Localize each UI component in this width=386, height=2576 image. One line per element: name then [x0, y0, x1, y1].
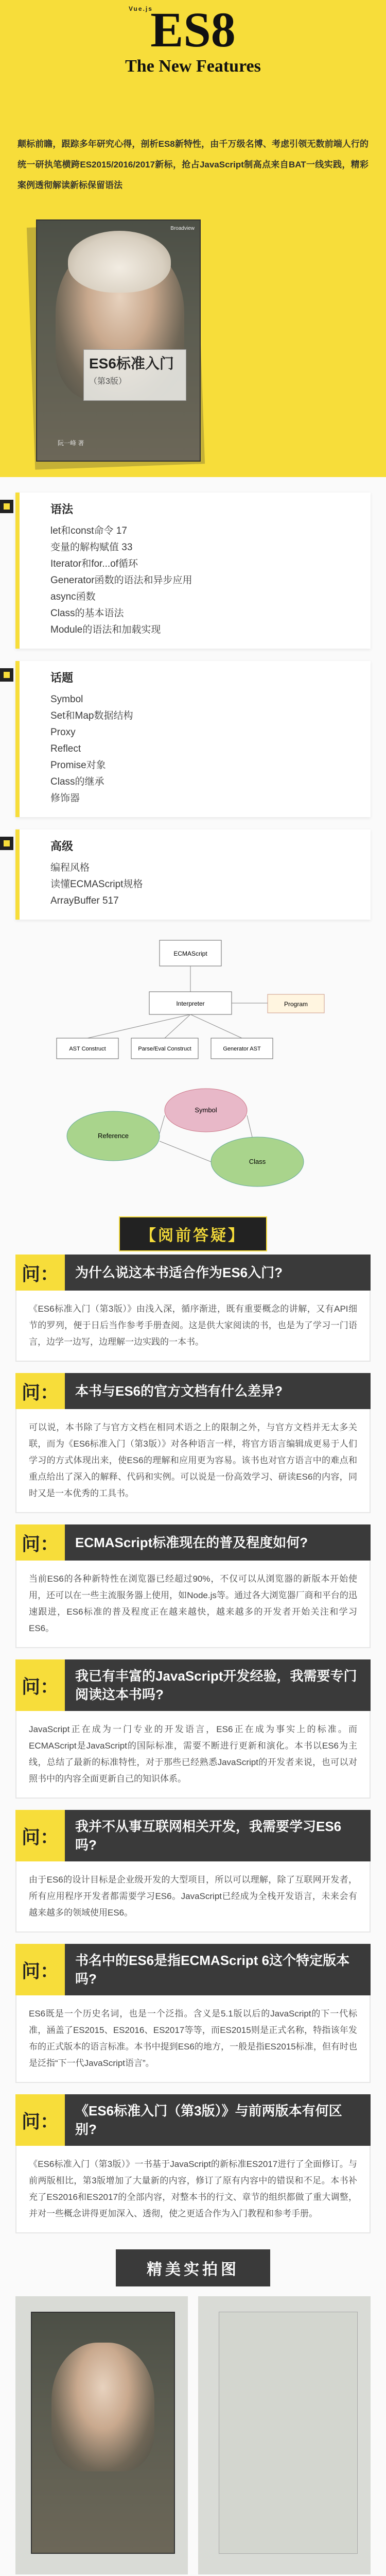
toc-list	[50, 691, 358, 807]
toc-item: Symbol	[50, 694, 83, 705]
question-row	[15, 1524, 371, 1561]
answer-box	[15, 2146, 371, 2233]
question-text: 《ES6标准入门（第3版）》与前两版本有何区别?	[75, 2103, 342, 2137]
toc-item: 变量的解构赋值 33	[50, 542, 133, 553]
photo-book-portrait	[51, 2343, 154, 2471]
toc-box-syntax	[15, 493, 371, 649]
answer-box	[15, 1861, 371, 1933]
qa-header	[0, 1213, 386, 1255]
qa-item	[15, 1944, 371, 2083]
concept-diagram	[31, 935, 355, 1203]
answer-text: 当前ES6的各种新特性在浏览器已经超过90%，不仅可以从浏览器的新版本开始使用，还可以在一些主流服务器上使用，如Node.js等。通过各大浏览器厂商和平台的迅速跟进，ES6标准的普及程度正在越来越快，越来越多的开发者开始关注和学习ES6。	[29, 1574, 357, 1633]
photo-book-back	[219, 2312, 358, 2554]
answer-box	[15, 1409, 371, 1513]
question-text: 书名中的ES6是指ECMAScript 6这个特定版本吗?	[75, 1953, 350, 1987]
question-row	[15, 1659, 371, 1711]
question-row	[15, 1255, 371, 1291]
photo-front	[15, 2296, 188, 2574]
node-bottom2-label: Symbol	[195, 1106, 217, 1114]
question-tag: 问：	[15, 1944, 65, 1995]
cover-label	[83, 349, 186, 401]
toc-badge-icon	[0, 500, 13, 513]
hero-banner	[0, 0, 386, 134]
answer-text: 《ES6标准入门（第3版）》由浅入深，循序渐进，既有重要概念的讲解，又有API细节的罗列，便于日后当作参考手册查阅。这是供大家阅读的书，也是为了学习一门语言，边学一边写，边理解一边实践的一本书。	[29, 1304, 357, 1347]
toc-item: async函数	[50, 591, 96, 602]
question-tag: 问：	[15, 2094, 65, 2146]
qa-item	[15, 1659, 371, 1799]
answer-text: 由于ES6的设计目标是企业级开发的大型项目，所以可以理解，除了互联网开发者，所有应用程序开发者都需要学习ES6。JavaScript已经成为全栈开发语言，未来会有越来越多的领域使用ES6。	[29, 1875, 357, 1918]
edge-b1-b2	[160, 1115, 165, 1133]
toc-list	[50, 860, 358, 909]
cover-title: ES6标准入门	[89, 355, 174, 371]
question-text: 为什么说这本书适合作为ES6入门?	[75, 1265, 283, 1280]
toc-badge-icon	[0, 837, 13, 850]
question-row	[15, 1373, 371, 1409]
question-tag: 问：	[15, 1659, 65, 1711]
qa-item	[15, 1810, 371, 1933]
answer-text: 可以说，本书除了与官方文档在相同术语之上的限制之外，与官方文档并无太多关联，而为《ES6标准入门（第3版）》对各种语言一样，将官方语言编辑成更易于人们学习的方式体现出来，使ES6的理解和应用更为容易。该书也对官方语言中的难点和重点给出了深入的解释、代码和实例。可以说是一份高效学习、研读ES6的内容，同时又是一本优秀的工具书。	[29, 1422, 357, 1498]
toc-item: 修饰器	[50, 793, 80, 804]
toc-list	[50, 523, 358, 638]
intro-paragraph: 颠标前瞻，跟踪多年研究心得，剖析ES8新特性，由千万级名博、考虑引领无数前端人行的统一研执笔横跨ES2015/2016/2017新标，抢占JavaScript制高点来自BAT一线实践，精彩案例透彻解读新标保留语法	[17, 139, 369, 190]
question-text: 我并不从事互联网相关开发，我需要学习ES6吗?	[75, 1819, 342, 1853]
toc-item: Class的基本语法	[50, 608, 124, 619]
answer-box	[15, 1711, 371, 1799]
cover-author: 阮一峰 著	[58, 439, 84, 447]
node-mid-label: Interpreter	[176, 1000, 205, 1007]
answer-text: ES6既是一个历史名词，也是一个泛指。含义是5.1版以后的JavaScript的下一代标准，涵盖了ES2015、ES2016、ES2017等等，而ES2015则是正式名称，特指该年发布的正式版本的语言标准。本书中提到ES6的地方，一般是指ES2015标准，但有时也是泛指“下一代JavaScript语言”。	[29, 2009, 357, 2068]
toc-box-topics	[15, 661, 371, 817]
toc-item: 读懂ECMAScript规格	[50, 879, 143, 890]
answer-text: JavaScript正在成为一门专业的开发语言，ES6正在成为事实上的标准。而ECMAScript是JavaScript的国际标准，需要不断进行更新和演化。本书以ES6为主线，总结了最新的标准特性，对于那些已经熟悉JavaScript的开发者来说，也可以对照书中的内容全面更新自己的知识体系。	[29, 1724, 357, 1784]
toc-item: Proxy	[50, 727, 76, 738]
qa-header-title: 【阅前答疑】	[119, 1216, 267, 1251]
toc-item: Iterator和for...of循环	[50, 558, 138, 569]
cover-brand: Broadview	[170, 226, 195, 231]
toc-item: ArrayBuffer 517	[50, 895, 119, 906]
cover-edition: （第3版）	[89, 377, 127, 386]
question-text: 本书与ES6的官方文档有什么差异?	[75, 1383, 283, 1399]
toc-item: Set和Map数据结构	[50, 710, 133, 721]
toc-item: Promise对象	[50, 760, 106, 771]
node-left3-label: Generator AST	[223, 1046, 261, 1052]
hero-corner-text: Vue.js	[129, 5, 153, 12]
node-left1-label: AST Construct	[69, 1046, 106, 1052]
cover-zone	[0, 209, 386, 477]
toc-heading: 高级	[50, 840, 74, 853]
question-text: 我已有丰富的JavaScript开发经验，我需要专门阅读这本书吗?	[75, 1668, 357, 1702]
toc-item: Reflect	[50, 743, 81, 754]
qa-item	[15, 1255, 371, 1362]
cover-hat	[68, 231, 171, 293]
node-right-label: Program	[284, 1001, 308, 1008]
answer-box	[15, 1561, 371, 1648]
answer-text: 《ES6标准入门（第3版）》一书基于JavaScript的新标准ES2017进行了全面修订。与前两版相比，第3版增加了大量新的内容，修订了原有内容中的错误和不足。本书补充了ES2016和ES2017的全部内容，对整本书的行文、章节的组织都做了重大调整，并对一些概念讲得更加深入、透彻，使之更适合作为入门教程和参考手册。	[29, 2159, 357, 2218]
question-tag: 问：	[15, 1810, 65, 1861]
edge-mid-left3	[190, 1014, 242, 1038]
edge-mid-left2	[165, 1014, 190, 1038]
photo-back	[198, 2296, 371, 2574]
toc-item: 编程风格	[50, 862, 90, 873]
edge-b2-b3	[247, 1115, 252, 1137]
intro-text-block	[0, 134, 386, 209]
toc-item: let和const命令 17	[50, 526, 127, 536]
node-left2-label: Parse/Eval Construct	[138, 1046, 191, 1052]
toc-section	[0, 477, 386, 925]
node-root-label: ECMAScript	[173, 950, 207, 957]
question-row	[15, 1944, 371, 1995]
question-text: ECMAScript标准现在的普及程度如何?	[75, 1535, 308, 1550]
question-tag: 问：	[15, 1255, 65, 1291]
node-bottom1-label: Reference	[98, 1132, 129, 1140]
question-tag: 问：	[15, 1373, 65, 1409]
toc-box-advanced	[15, 829, 371, 920]
answer-box	[15, 1995, 371, 2083]
toc-heading: 语法	[50, 503, 74, 516]
question-tag: 问：	[15, 1524, 65, 1561]
answer-box	[15, 1291, 371, 1362]
question-row	[15, 2094, 371, 2146]
toc-item: Class的继承	[50, 776, 104, 787]
question-row	[15, 1810, 371, 1861]
book-cover-image	[36, 219, 201, 462]
qa-item	[15, 1373, 371, 1513]
node-bottom3-label: Class	[249, 1158, 266, 1165]
photos-header-title: 精美实拍图	[116, 2249, 270, 2286]
toc-heading: 话题	[50, 671, 74, 684]
qa-item	[15, 1524, 371, 1648]
edge-b1-b3	[160, 1141, 211, 1162]
qa-list	[0, 1255, 386, 2233]
edge-mid-left1	[87, 1014, 190, 1038]
photo-grid	[0, 2291, 386, 2576]
hero-subtitle: The New Features	[125, 57, 261, 76]
toc-item: Module的语法和加载实现	[50, 624, 161, 635]
toc-item: Generator函数的语法和异步应用	[50, 575, 192, 586]
hero-title: ES8	[150, 2, 236, 57]
diagram-zone	[0, 925, 386, 1213]
qa-item	[15, 2094, 371, 2233]
photos-header	[0, 2245, 386, 2291]
toc-badge-icon	[0, 668, 13, 682]
